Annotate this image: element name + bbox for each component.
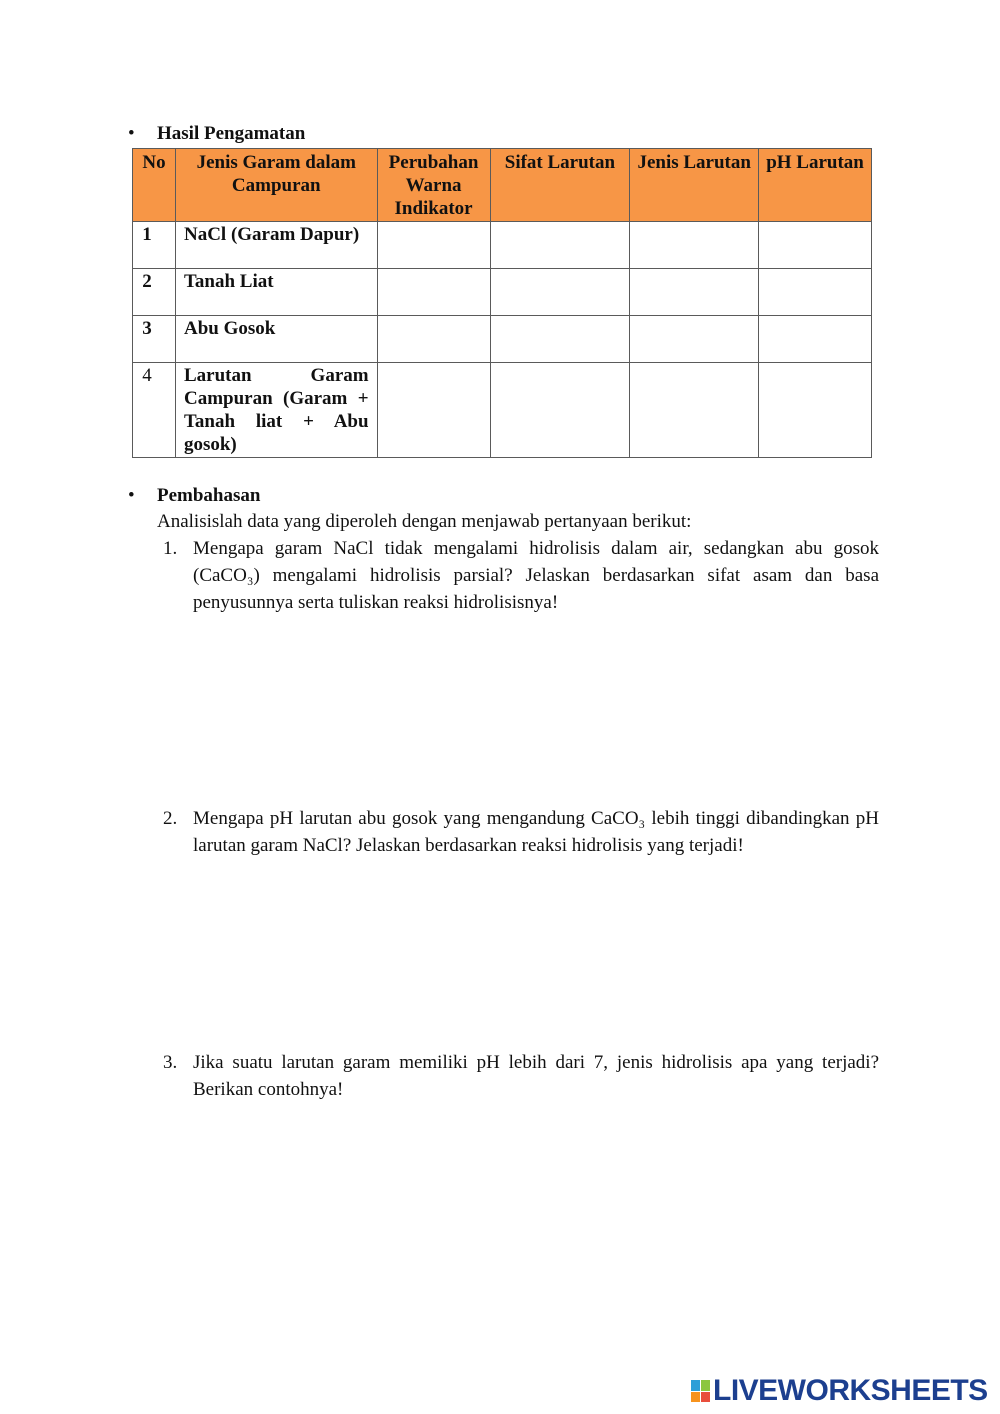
liveworksheets-logo[interactable]: [691, 1374, 988, 1408]
section-hasil-pengamatan-title: • Hasil Pengamatan: [128, 123, 306, 144]
liveworksheets-logo-icon: [691, 1380, 710, 1402]
row-no: 2: [133, 269, 176, 316]
header-sifat-larutan: Sifat Larutan: [490, 149, 630, 222]
cell-jenis-larutan[interactable]: [630, 363, 759, 458]
table-row: [133, 363, 872, 458]
cell-sifat-larutan[interactable]: [490, 222, 630, 269]
logo-text: LIVEWORKSHEETS: [713, 1374, 988, 1407]
question-item: [157, 805, 879, 859]
table-row: [133, 316, 872, 363]
cell-jenis-larutan[interactable]: [630, 222, 759, 269]
cell-jenis-larutan[interactable]: [630, 269, 759, 316]
question-item: [157, 535, 879, 616]
question-text: Mengapa pH larutan abu gosok yang mengandung CaCO₃ lebih tinggi dibandingkan pH larutan garam NaCl? Jelaskan berdasarkan reaksi hidrolisis yang terjadi!: [193, 808, 879, 856]
header-no: No: [133, 149, 176, 222]
table-row: [133, 222, 872, 269]
header-perubahan-warna: Perubahan Warna Indikator: [377, 149, 490, 222]
cell-jenis-larutan[interactable]: [630, 316, 759, 363]
table-row: [133, 269, 872, 316]
cell-perubahan-warna[interactable]: [377, 316, 490, 363]
question-item: [157, 1049, 879, 1103]
row-no: 3: [133, 316, 176, 363]
row-no: 1: [133, 222, 176, 269]
question-number: 3.: [163, 1052, 178, 1073]
cell-perubahan-warna[interactable]: [377, 363, 490, 458]
cell-ph-larutan[interactable]: [759, 269, 872, 316]
row-no: 4: [133, 363, 176, 458]
header-jenis-garam: Jenis Garam dalam Campuran: [175, 149, 377, 222]
cell-perubahan-warna[interactable]: [377, 222, 490, 269]
row-jenis-garam: NaCl (Garam Dapur): [175, 222, 377, 269]
cell-ph-larutan[interactable]: [759, 316, 872, 363]
pembahasan-intro: Analisislah data yang diperoleh dengan menjawab pertanyaan berikut:: [157, 511, 692, 532]
cell-perubahan-warna[interactable]: [377, 269, 490, 316]
section-pembahasan-title: • Pembahasan: [128, 485, 261, 506]
header-jenis-larutan: Jenis Larutan: [630, 149, 759, 222]
cell-ph-larutan[interactable]: [759, 363, 872, 458]
cell-sifat-larutan[interactable]: [490, 363, 630, 458]
cell-sifat-larutan[interactable]: [490, 316, 630, 363]
cell-sifat-larutan[interactable]: [490, 269, 630, 316]
row-jenis-garam: Larutan Garam Campuran (Garam + Tanah liat + Abu gosok): [175, 363, 377, 458]
table-header-row: [133, 149, 872, 222]
cell-ph-larutan[interactable]: [759, 222, 872, 269]
header-ph-larutan: pH Larutan: [759, 149, 872, 222]
row-jenis-garam: Abu Gosok: [175, 316, 377, 363]
question-text: Mengapa garam NaCl tidak mengalami hidrolisis dalam air, sedangkan abu gosok (CaCO₃) mengalami hidrolisis parsial? Jelaskan berdasarkan sifat asam dan basa penyusunnya serta tuliskan reaksi hidrolisisnya!: [193, 538, 879, 613]
question-number: 1.: [163, 538, 178, 559]
row-jenis-garam: Tanah Liat: [175, 269, 377, 316]
question-text: Jika suatu larutan garam memiliki pH lebih dari 7, jenis hidrolisis apa yang terjadi? Berikan contohnya!: [193, 1052, 879, 1100]
results-table: [132, 148, 872, 458]
question-number: 2.: [163, 808, 178, 829]
